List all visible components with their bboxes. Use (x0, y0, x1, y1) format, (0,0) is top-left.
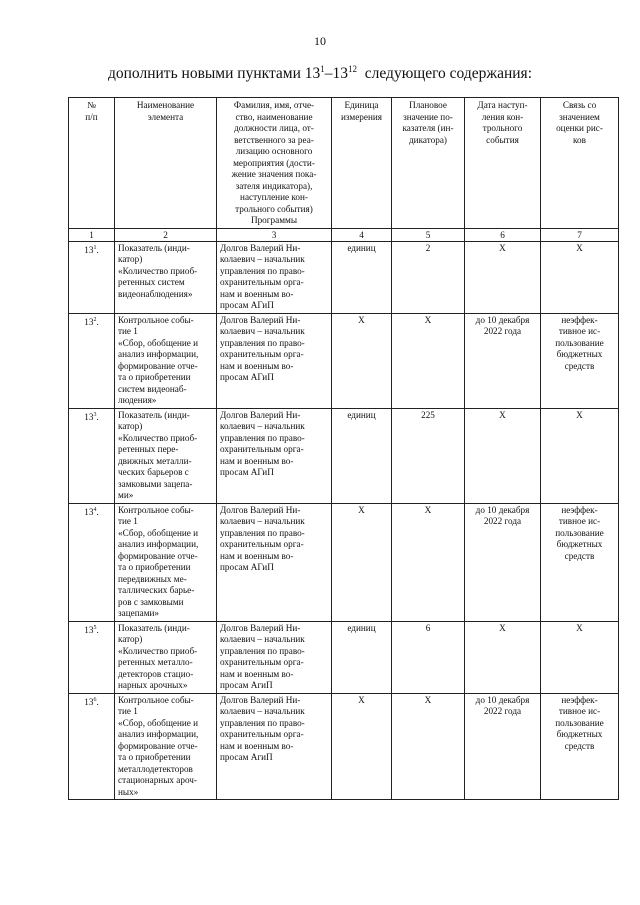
responsible-person-cell (217, 313, 332, 408)
responsible-person-cell-line: Долгов Валерий Ни- (220, 242, 301, 253)
responsible-person-cell-line: Долгов Валерий Ни- (220, 622, 301, 633)
element-name-cell-line: катор) (118, 254, 143, 264)
responsible-person-cell-line: колаевич – начальник (220, 516, 305, 526)
table-row (69, 503, 619, 621)
row-number-cell (69, 693, 115, 800)
col-header-date (465, 98, 541, 229)
col-header-responsible-line: наступление кон- (240, 192, 308, 202)
element-name-cell-line: формирование отче- (118, 740, 198, 751)
element-name-cell-line: та о приобретении (118, 752, 191, 762)
column-index-row (69, 228, 619, 241)
responsible-person-cell-line: Долгов Валерий Ни- (220, 694, 301, 705)
col-header-name (115, 98, 217, 229)
element-name-cell-line: замковыми зацепа- (118, 478, 193, 489)
event-date-cell-line: 2022 года (483, 326, 522, 336)
element-name-cell (115, 241, 217, 313)
event-date-cell-line: 2022 года (483, 706, 522, 716)
element-name-cell-line: Показатель (инди- (118, 409, 190, 420)
responsible-person-cell-line: охранительным орга- (220, 657, 304, 667)
responsible-person-cell-line: Долгов Валерий Ни- (220, 314, 301, 325)
element-name-cell-line: ретенных систем (118, 277, 185, 287)
responsible-person-cell-line: просам АГиП (220, 300, 274, 310)
responsible-person-cell-line: Долгов Валерий Ни- (220, 504, 301, 515)
col-header-number (69, 98, 115, 229)
responsible-person-cell-line: управления по право- (220, 645, 305, 656)
heading-dash: –13 (324, 65, 349, 82)
row-number-period: . (96, 506, 99, 517)
responsible-person-cell-line: охранительным орга- (220, 729, 304, 739)
event-date-cell: Х (465, 621, 541, 693)
col-header-risk-line: Связь со (562, 100, 597, 110)
row-number-cell (69, 408, 115, 503)
col-header-risk-line: ков (573, 134, 586, 145)
responsible-person-cell-line: нам и военным во- (220, 668, 294, 679)
col-header-responsible-line: Фамилия, имя, отче- (233, 100, 315, 110)
row-number-cell (69, 313, 115, 408)
col-header-name-line: Наименование (136, 100, 195, 110)
row-number-cell (69, 621, 115, 693)
risk-link-cell (541, 408, 619, 503)
responsible-person-cell-line: нам и военным во- (220, 740, 294, 751)
col-header-number-line: п/п (85, 111, 98, 122)
risk-link-cell-line: бюджетных (556, 539, 603, 549)
col-header-date-line: события (486, 134, 519, 145)
row-number-period: . (96, 696, 99, 707)
col-header-responsible-line: жение значения пока- (231, 169, 317, 179)
element-name-cell-line: ми» (118, 490, 134, 500)
event-date-cell-line: 2022 года (483, 516, 522, 526)
row-number-period: . (96, 624, 99, 635)
element-name-cell-line: «Сбор, обобщение и (118, 527, 199, 538)
col-header-name-line: элемента (147, 111, 184, 122)
risk-link-cell-line: тивное ис- (558, 326, 601, 336)
col-header-plan-line: дикатора) (409, 134, 447, 145)
responsible-person-cell-line: охранительным орга- (220, 539, 304, 549)
plan-value-cell: Х (392, 313, 465, 408)
col-header-risk-line: оценки рис- (556, 123, 603, 133)
risk-link-cell-line: бюджетных (556, 729, 603, 739)
col-header-responsible-line: зателя индикатора), (235, 180, 313, 191)
col-header-responsible-line: должности лица, от- (234, 123, 314, 133)
element-name-cell-line: «Количество приоб- (118, 645, 198, 656)
responsible-person-cell-line: колаевич – начальник (220, 326, 305, 336)
event-date-cell (465, 313, 541, 408)
plan-value-cell: 2 (392, 241, 465, 313)
responsible-person-cell-line: просам АГиП (220, 372, 274, 382)
event-date-cell-line: до 10 декабря (475, 504, 530, 515)
event-date-cell-line: до 10 декабря (475, 314, 530, 325)
col-header-risk (541, 98, 619, 229)
row-number: 13 (84, 506, 94, 517)
element-name-cell-line: нарных арочных» (118, 680, 188, 690)
column-index-cell: 6 (465, 228, 541, 241)
unit-cell: Х (332, 503, 392, 621)
responsible-person-cell-line: нам и военным во- (220, 550, 294, 561)
column-index-cell: 2 (115, 228, 217, 241)
responsible-person-cell-line: управления по право- (220, 265, 305, 276)
element-name-cell-line: Контрольное собы- (118, 694, 194, 705)
responsible-person-cell-line: колаевич – начальник (220, 421, 305, 431)
col-header-responsible-line: трольного события) (235, 203, 313, 214)
element-name-cell-line: анализ информации, (118, 539, 199, 549)
element-name-cell-line: анализ информации, (118, 729, 199, 739)
responsible-person-cell-line: нам и военным во- (220, 455, 294, 466)
row-number-cell (69, 503, 115, 621)
element-name-cell-line: Контрольное собы- (118, 504, 194, 515)
row-number-superscript: 5 (93, 624, 97, 631)
unit-cell: единиц (332, 241, 392, 313)
element-name-cell-line: «Количество приоб- (118, 432, 198, 443)
responsible-person-cell-line: колаевич – начальник (220, 254, 305, 264)
risk-link-cell (541, 313, 619, 408)
responsible-person-cell-line: управления по право- (220, 337, 305, 348)
table-row (69, 241, 619, 313)
row-number: 13 (84, 696, 94, 707)
element-name-cell-line: видеонаблюдения» (118, 288, 193, 299)
col-header-number-line: № (87, 100, 96, 110)
row-number-superscript: 2 (93, 316, 97, 323)
responsible-person-cell-line: колаевич – начальник (220, 706, 305, 716)
col-header-unit-line: Единица (344, 100, 379, 110)
risk-link-cell-line: Х (576, 622, 583, 633)
responsible-person-cell-line: управления по право- (220, 717, 305, 728)
element-name-cell-line: Контрольное собы- (118, 314, 194, 325)
responsible-person-cell-line: охранительным орга- (220, 444, 304, 454)
plan-value-cell: 225 (392, 408, 465, 503)
responsible-person-cell-line: охранительным орга- (220, 349, 304, 359)
risk-link-cell-line: Х (576, 409, 583, 420)
element-name-cell (115, 503, 217, 621)
col-header-risk-line: значением (559, 111, 600, 122)
responsible-person-cell-line: просам АГиП (220, 467, 274, 477)
section-heading (0, 64, 640, 83)
responsible-person-cell-line: управления по право- (220, 432, 305, 443)
event-date-cell (465, 693, 541, 800)
risk-link-cell-line: пользование (555, 527, 604, 538)
risk-link-cell-line: пользование (555, 717, 604, 728)
column-index-cell: 1 (69, 228, 115, 241)
row-number-period: . (96, 244, 99, 255)
element-name-cell-line: таллических барье- (118, 585, 195, 595)
element-name-cell-line: передвижных ме- (118, 573, 187, 584)
row-number-superscript: 4 (93, 506, 97, 513)
col-header-plan (392, 98, 465, 229)
heading-text-after: следующего содержания: (357, 65, 532, 82)
element-name-cell-line: анализ информации, (118, 349, 199, 359)
element-name-cell-line: ных» (118, 786, 139, 797)
responsible-person-cell-line: Долгов Валерий Ни- (220, 409, 301, 420)
col-header-date-line: ления кон- (481, 111, 524, 122)
element-name-cell (115, 313, 217, 408)
col-header-responsible-line: лизацию основного (235, 146, 313, 156)
element-name-cell-line: стационарных ароч- (118, 775, 197, 785)
col-header-date-line: трольного (482, 123, 523, 133)
element-name-cell (115, 621, 217, 693)
element-name-cell-line: «Количество приоб- (118, 265, 198, 276)
element-name-cell-line: ческих барьеров с (118, 467, 189, 477)
risk-link-cell-line: Х (576, 242, 583, 253)
element-name-cell-line: ретенных пере- (118, 444, 179, 454)
risk-link-cell-line: пользование (555, 337, 604, 348)
risk-link-cell-line: бюджетных (556, 349, 603, 359)
element-name-cell-line: металлодетекторов (118, 763, 193, 774)
responsible-person-cell-line: просам АгиП (220, 680, 273, 690)
column-index-cell: 3 (217, 228, 332, 241)
responsible-person-cell-line: колаевич – начальник (220, 634, 305, 644)
element-name-cell-line: «Сбор, обобщение и (118, 337, 199, 348)
element-name-cell-line: ретенных металло- (118, 657, 193, 667)
responsible-person-cell-line: нам и военным во- (220, 360, 294, 371)
col-header-responsible-line: ство, наименование (235, 111, 313, 122)
unit-cell: Х (332, 693, 392, 800)
col-header-unit (332, 98, 392, 229)
element-name-cell-line: систем видеонаб- (118, 383, 187, 394)
risk-link-cell-line: тивное ис- (558, 706, 601, 716)
risk-link-cell (541, 621, 619, 693)
risk-link-cell-line: тивное ис- (558, 516, 601, 526)
plan-value-cell: 6 (392, 621, 465, 693)
col-header-plan-line: Плановое (409, 100, 447, 110)
row-number: 13 (84, 316, 94, 327)
responsible-person-cell (217, 408, 332, 503)
row-number: 13 (84, 624, 94, 635)
table-body (69, 241, 619, 800)
col-header-responsible-line: ветственного за реа- (234, 134, 314, 145)
col-header-date-line: Дата наступ- (477, 100, 528, 110)
responsible-person-cell (217, 693, 332, 800)
risk-link-cell-line: средств (564, 550, 595, 561)
table-row (69, 408, 619, 503)
col-header-plan-line: казателя (ин- (402, 123, 454, 133)
row-number-superscript: 1 (93, 244, 97, 251)
col-header-responsible-line: мероприятия (дости- (233, 157, 315, 168)
risk-link-cell (541, 693, 619, 800)
row-number-superscript: 6 (93, 696, 97, 703)
col-header-unit-line: измерения (340, 111, 383, 122)
element-name-cell-line: тие 1 (118, 326, 138, 336)
element-name-cell-line: та о приобретении (118, 372, 191, 382)
responsible-person-cell-line: просам АгиП (220, 752, 273, 762)
event-date-cell: Х (465, 241, 541, 313)
event-date-cell: Х (465, 408, 541, 503)
responsible-person-cell-line: управления по право- (220, 527, 305, 538)
responsible-person-cell-line: охранительным орга- (220, 277, 304, 287)
plan-value-cell: Х (392, 503, 465, 621)
element-name-cell-line: людения» (118, 395, 157, 405)
risk-link-cell (541, 241, 619, 313)
element-name-cell-line: детекторов стацио- (118, 668, 194, 679)
element-name-cell-line: тие 1 (118, 516, 138, 526)
element-name-cell-line: катор) (118, 421, 143, 431)
risk-link-cell-line: средств (564, 740, 595, 751)
column-index-cell: 4 (332, 228, 392, 241)
responsible-person-cell (217, 621, 332, 693)
event-date-cell-line: до 10 декабря (475, 694, 530, 705)
unit-cell: единиц (332, 621, 392, 693)
element-name-cell-line: зацепами» (118, 608, 160, 618)
element-name-cell-line: ров с замковыми (118, 596, 184, 607)
row-number-period: . (96, 316, 99, 327)
element-name-cell (115, 408, 217, 503)
risk-link-cell-line: неэффек- (561, 694, 598, 705)
responsible-person-cell (217, 241, 332, 313)
unit-cell: единиц (332, 408, 392, 503)
indicators-table (68, 97, 619, 800)
element-name-cell-line: «Сбор, обобщение и (118, 717, 199, 728)
column-index-cell: 5 (392, 228, 465, 241)
element-name-cell-line: тие 1 (118, 706, 138, 716)
responsible-person-cell-line: просам АГиП (220, 562, 274, 572)
risk-link-cell (541, 503, 619, 621)
heading-text-before: дополнить новыми пунктами 13 (108, 65, 321, 82)
col-header-responsible-line: Программы (250, 215, 298, 225)
risk-link-cell-line: средств (564, 360, 595, 371)
element-name-cell-line: катор) (118, 634, 143, 644)
row-number: 13 (84, 411, 94, 422)
element-name-cell (115, 693, 217, 800)
row-number-period: . (96, 411, 99, 422)
col-header-responsible (217, 98, 332, 229)
responsible-person-cell (217, 503, 332, 621)
table-header-row (69, 98, 619, 229)
event-date-cell (465, 503, 541, 621)
element-name-cell-line: движных металли- (118, 455, 192, 466)
element-name-cell-line: формирование отче- (118, 550, 198, 561)
risk-link-cell-line: неэффек- (561, 504, 598, 515)
element-name-cell-line: Показатель (инди- (118, 242, 190, 253)
table-row (69, 621, 619, 693)
row-number-cell (69, 241, 115, 313)
col-header-plan-line: значение по- (403, 111, 453, 122)
heading-superscript-12: 12 (348, 64, 358, 74)
responsible-person-cell-line: нам и военным во- (220, 288, 294, 299)
column-index-cell: 7 (541, 228, 619, 241)
element-name-cell-line: та о приобретении (118, 562, 191, 572)
element-name-cell-line: формирование отче- (118, 360, 198, 371)
table-row (69, 313, 619, 408)
table-row (69, 693, 619, 800)
heading-superscript-1: 1 (320, 64, 325, 74)
element-name-cell-line: Показатель (инди- (118, 622, 190, 633)
unit-cell: Х (332, 313, 392, 408)
risk-link-cell-line: неэффек- (561, 314, 598, 325)
page-number: 10 (314, 34, 326, 48)
plan-value-cell: Х (392, 693, 465, 800)
row-number: 13 (84, 244, 94, 255)
row-number-superscript: 3 (93, 411, 97, 418)
